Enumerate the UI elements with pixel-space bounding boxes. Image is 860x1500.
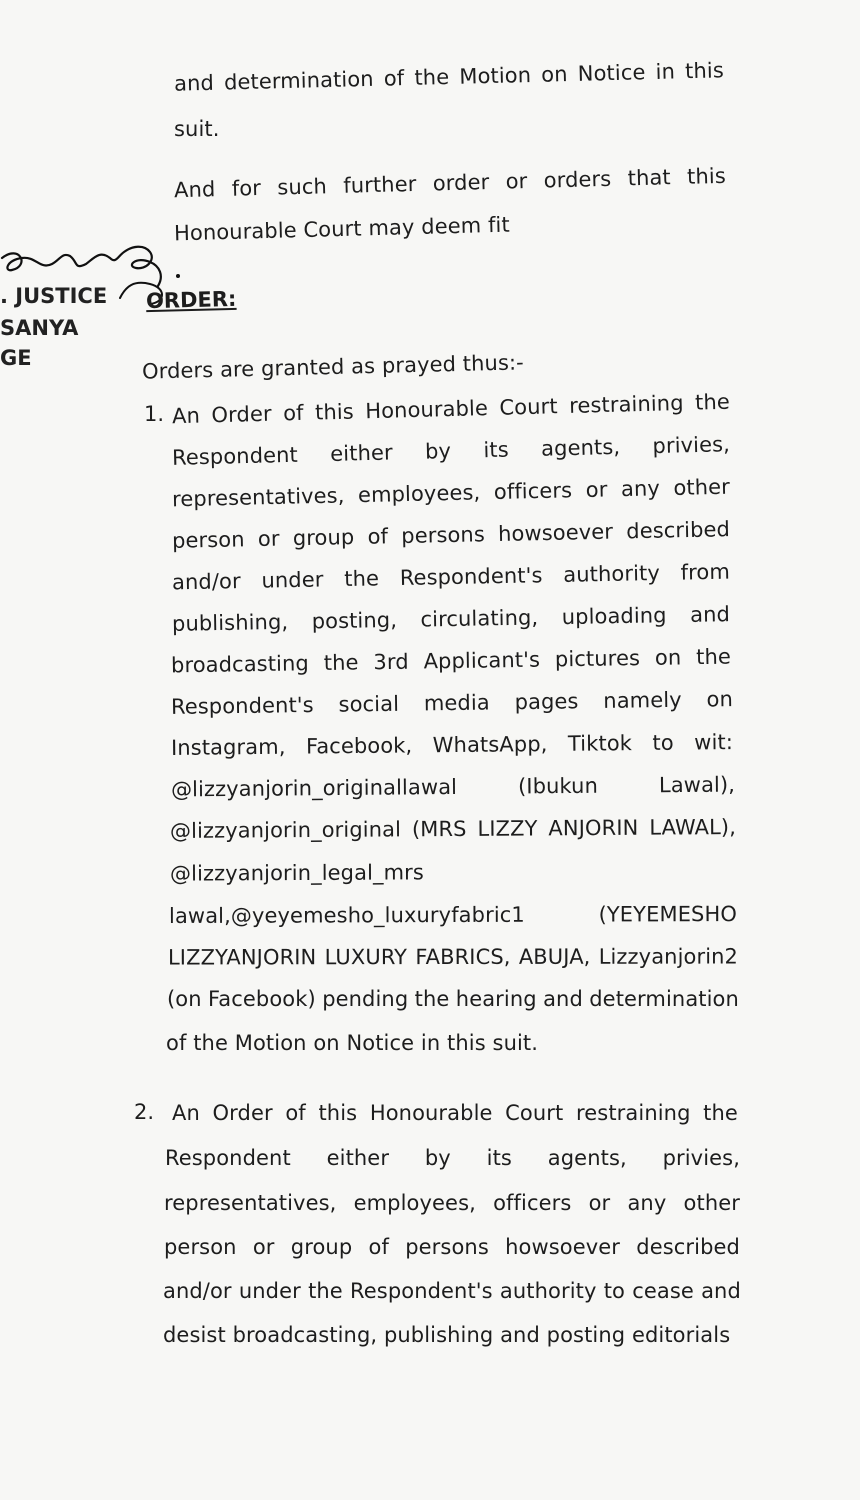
top-para-line-1 [174, 57, 724, 96]
word: representatives, [171, 483, 345, 512]
word: 3rd [373, 649, 409, 675]
top-para-line-2: suit. [174, 117, 220, 141]
word: this [314, 399, 355, 425]
word: determination [589, 987, 739, 1011]
order2-line-1 [172, 1100, 738, 1126]
word: Order [212, 1101, 273, 1125]
word: orders [543, 166, 612, 193]
word: circulating, [420, 605, 539, 632]
word: the [308, 1279, 343, 1303]
word: person [171, 527, 245, 553]
word: Court [499, 394, 558, 420]
word: from [680, 559, 731, 585]
word: the [414, 987, 450, 1011]
word: social [338, 691, 400, 717]
word: employees, [357, 480, 481, 508]
word: @lizzyanjorin_original [169, 817, 402, 843]
order2-line-3 [164, 1190, 740, 1216]
word: Respondent's [170, 692, 314, 719]
word: employees, [353, 1191, 476, 1215]
word: of [285, 1101, 306, 1125]
word: or [585, 477, 608, 502]
order1-line-12: @lizzyanjorin_legal_mrs [169, 860, 424, 886]
word: on [706, 687, 734, 712]
word: to [603, 1279, 626, 1303]
word: (Ibukun [517, 773, 599, 799]
word: hearing [455, 987, 537, 1011]
word: authority [563, 560, 661, 587]
word: officers [493, 1191, 572, 1215]
word: Lawal), [658, 772, 736, 798]
word: persons [400, 522, 486, 549]
word: either [326, 1146, 390, 1170]
word: group [290, 1235, 353, 1259]
word: or [588, 1191, 611, 1215]
word: to [652, 730, 674, 755]
word: restraining [568, 390, 684, 418]
order1-line-9 [171, 729, 733, 761]
word: (YEYEMESHO [598, 902, 738, 927]
word: the [414, 64, 450, 90]
order1-line-7 [171, 644, 731, 679]
margin-justice: . JUSTICE [0, 284, 108, 308]
word: An [171, 403, 201, 429]
further-para-line-1 [174, 163, 726, 203]
word: pictures [554, 646, 641, 672]
word: WhatsApp, [432, 732, 548, 758]
word: either [329, 440, 393, 466]
word: by [424, 1146, 451, 1170]
order1-line-1 [172, 389, 730, 430]
word: and [173, 70, 215, 96]
word: this [686, 163, 727, 189]
word: Facebook, [305, 733, 413, 759]
word: agents, [540, 434, 621, 461]
word: and [689, 602, 731, 627]
word: Honourable [369, 1101, 493, 1125]
order1-line-10 [171, 772, 735, 803]
word: uploading [561, 603, 667, 630]
order2-line-2 [165, 1145, 740, 1171]
word: the [344, 566, 380, 592]
word: Lizzyanjorin2 [598, 944, 739, 969]
word: or [505, 168, 528, 194]
word: LAWAL), [649, 815, 737, 840]
word: authority [499, 1279, 597, 1303]
word: lawal,@yeyemesho_luxuryfabric1 [168, 902, 525, 928]
word: order [432, 169, 490, 196]
word: pages [514, 689, 579, 715]
word: of [368, 1235, 389, 1259]
word: person [164, 1235, 237, 1259]
order-2-number: 2. [134, 1100, 155, 1124]
order1-line-8 [171, 686, 733, 720]
word: namely [603, 687, 682, 713]
word: howsoever [505, 1235, 621, 1259]
word: and [543, 987, 583, 1011]
word: the [703, 1101, 738, 1125]
word: media [423, 690, 490, 716]
word: officers [493, 478, 573, 505]
word: privies, [662, 1146, 740, 1170]
word: Facebook) [208, 987, 316, 1011]
word: Respondent [171, 442, 299, 470]
margin-sanya: SANYA [0, 316, 79, 340]
word: LUXURY [324, 945, 408, 970]
word: Instagram, [170, 734, 286, 760]
order1-line-11 [170, 814, 736, 844]
word: and/or [163, 1279, 232, 1303]
word: this [318, 1101, 358, 1125]
word: or [252, 1235, 275, 1259]
word: on [540, 62, 568, 87]
word: (MRS [411, 816, 467, 842]
word: its [486, 1146, 512, 1170]
word: described [626, 517, 731, 544]
word: ANJORIN [548, 815, 639, 841]
order1-line-4 [172, 516, 730, 554]
order1-line-13 [169, 901, 737, 929]
word: other [683, 1191, 740, 1215]
word: Honourable [364, 396, 489, 424]
word: (on [167, 987, 202, 1011]
word: in [655, 59, 676, 84]
margin-ge: GE [0, 346, 32, 370]
word: Tiktok [567, 731, 633, 756]
word: described [636, 1235, 740, 1259]
order-1-number: 1. [144, 402, 165, 426]
word: Motion [459, 62, 532, 89]
word: under [238, 1279, 301, 1303]
word: of [367, 524, 389, 549]
order1-line-15 [167, 986, 739, 1012]
word: ABUJA, [518, 944, 591, 969]
word: by [424, 439, 452, 464]
order2-line-5 [163, 1278, 741, 1304]
order1-line-6 [172, 601, 730, 637]
word: publishing, [171, 609, 289, 636]
word: privies, [652, 432, 731, 459]
word: Respondent's [350, 1279, 493, 1303]
word: such [277, 174, 328, 200]
word: and [701, 1279, 741, 1303]
word: posting, [311, 607, 398, 634]
word: the [696, 644, 732, 670]
word: Notice [577, 60, 646, 86]
word: and/or [171, 569, 241, 595]
further-para-line-2: Honourable Court may deem fit [173, 212, 511, 246]
word: further [342, 171, 417, 198]
word: broadcasting [170, 651, 310, 678]
order1-line-16: of the Motion on Notice in this suit. [166, 1031, 539, 1055]
order-heading: ORDER: [145, 286, 237, 314]
word: Court [505, 1101, 564, 1125]
orders-intro: Orders are granted as prayed thus:- [141, 350, 525, 384]
word: Applicant's [423, 647, 541, 674]
word: on [654, 645, 682, 670]
word: Respondent [165, 1146, 291, 1170]
word: of [282, 400, 304, 426]
word: howsoever [497, 519, 614, 547]
word: representatives, [164, 1191, 337, 1215]
word: agents, [547, 1146, 627, 1170]
word: other [673, 474, 731, 500]
order1-line-2 [172, 431, 730, 471]
word: determination [223, 66, 374, 95]
word: LIZZY [477, 816, 538, 841]
word: any [620, 476, 661, 502]
order2-line-4 [164, 1234, 740, 1260]
word: any [627, 1191, 667, 1215]
word: that [627, 165, 672, 191]
word: LIZZYANJORIN [167, 945, 317, 970]
word: group [292, 525, 355, 551]
word: cease [632, 1279, 694, 1303]
order1-line-5 [172, 559, 730, 596]
word: restraining [576, 1101, 691, 1125]
word: And [173, 177, 216, 203]
word: Respondent's [399, 563, 543, 590]
word: Order [211, 401, 272, 428]
word: FABRICS, [415, 944, 511, 970]
word: wit: [694, 730, 734, 755]
order1-line-14 [168, 944, 738, 971]
word: under [261, 567, 324, 593]
word: An [172, 1101, 200, 1125]
word: its [483, 437, 510, 463]
word: this [684, 58, 725, 84]
word: @lizzyanjorin_originallawal [170, 774, 458, 802]
word: the [694, 389, 731, 415]
order2-line-6: desist broadcasting, publishing and posting editorials [163, 1323, 731, 1347]
word: pending [322, 987, 409, 1011]
order1-line-3 [172, 474, 730, 513]
word: the [323, 650, 359, 675]
word: of [383, 66, 405, 91]
word: for [231, 175, 262, 201]
word: persons [405, 1235, 489, 1259]
word: or [257, 526, 280, 552]
